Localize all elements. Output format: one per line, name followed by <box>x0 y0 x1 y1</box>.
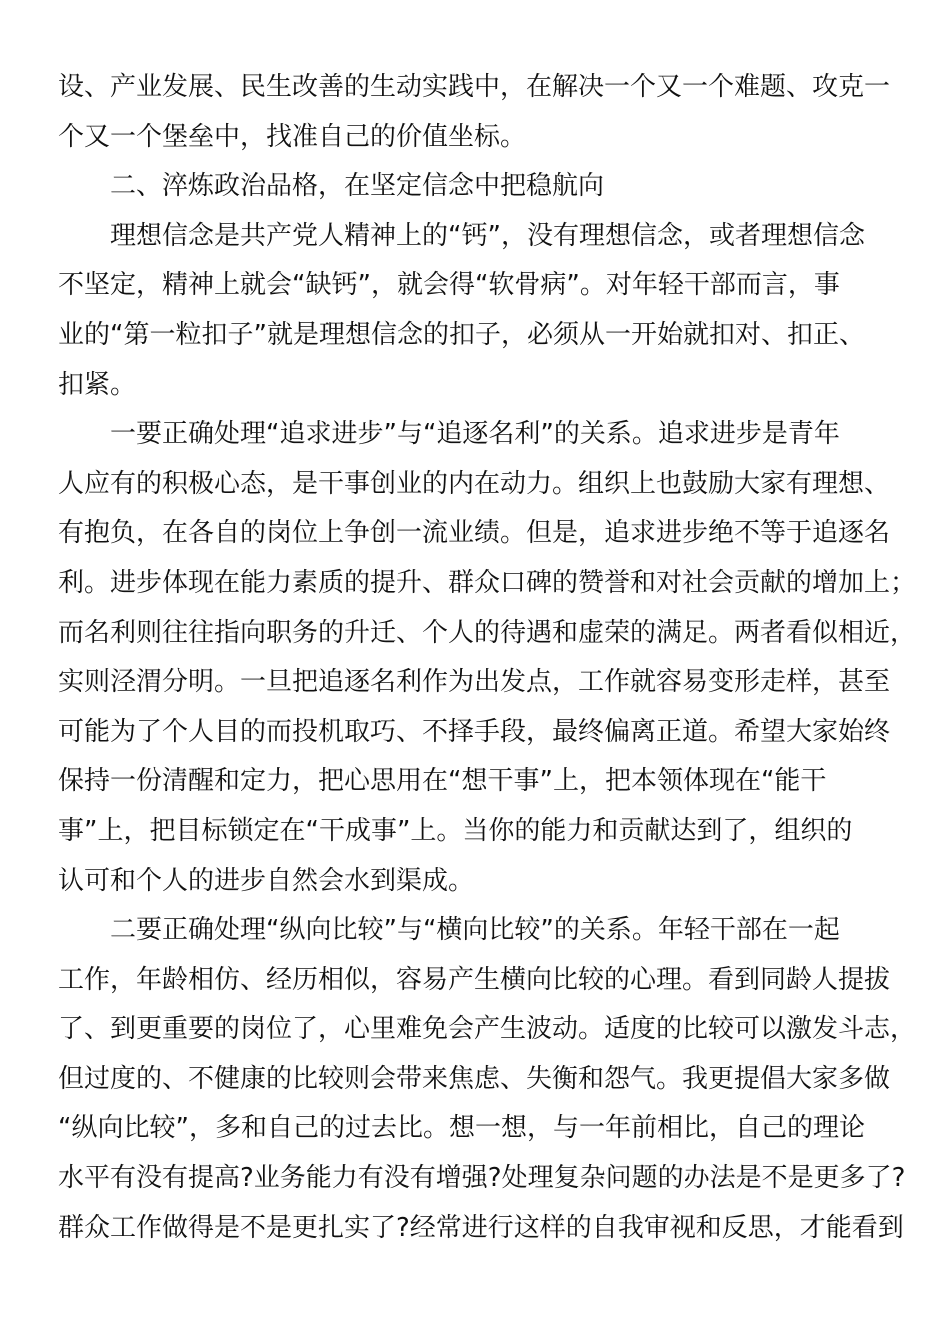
document-body <box>58 63 917 1253</box>
text-line: 理想信念是共产党人精神上的“钙”，没有理想信念，或者理想信念 <box>110 220 865 251</box>
text-line: 扣紧。 <box>58 369 137 400</box>
text-line: 但过度的、不健康的比较则会带来焦虑、失衡和怨气。我更提倡大家多做 <box>58 1063 891 1094</box>
text-line: 群众工作做得是不是更扎实了?经常进行这样的自我审视和反思，才能看到 <box>58 1212 904 1243</box>
text-line: 认可和个人的进步自然会水到渠成。 <box>58 865 475 896</box>
text-line: 了、到更重要的岗位了，心里难免会产生波动。适度的比较可以激发斗志， <box>58 1014 917 1045</box>
text-line: 二要正确处理“纵向比较”与“横向比较”的关系。年轻干部在一起 <box>110 915 840 946</box>
text-line: 实则泾渭分明。一旦把追逐名利作为出发点，工作就容易变形走样，甚至 <box>58 667 891 698</box>
text-line: 可能为了个人目的而投机取巧、不择手段，最终偏离正道。希望大家始终 <box>58 716 891 747</box>
text-line: 有抱负，在各自的岗位上争创一流业绩。但是，追求进步绝不等于追逐名 <box>58 518 891 549</box>
text-line: 设、产业发展、民生改善的生动实践中，在解决一个又一个难题、攻克一 <box>58 72 891 102</box>
text-line: 利。进步体现在能力素质的提升、群众口碑的赞誉和对社会贡献的增加上； <box>58 567 917 598</box>
text-line: 个又一个堡垒中，找准自己的价值坐标。 <box>58 121 527 152</box>
text-line: 保持一份清醒和定力，把心思用在“想干事”上，把本领体现在“能干 <box>58 766 827 797</box>
text-line: 事”上，把目标锁定在“干成事”上。当你的能力和贡献达到了，组织的 <box>58 815 853 846</box>
text-line: 业的“第一粒扣子”就是理想信念的扣子，必须从一开始就扣对、扣正、 <box>58 319 865 350</box>
text-line: 水平有没有提高?业务能力有没有增强?处理复杂问题的办法是不是更多了? <box>58 1163 906 1194</box>
text-line: 不坚定，精神上就会“缺钙”，就会得“软骨病”。对年轻干部而言，事 <box>58 270 840 301</box>
text-line: 人应有的积极心态，是干事创业的内在动力。组织上也鼓励大家有理想、 <box>58 468 891 499</box>
text-line: 一要正确处理“追求进步”与“追逐名利”的关系。追求进步是青年 <box>110 419 840 450</box>
text-line: 工作，年龄相仿、经历相似，容易产生横向比较的心理。看到同龄人提拔 <box>58 964 891 995</box>
section-heading: 二、淬炼政治品格，在坚定信念中把稳航向 <box>110 171 605 202</box>
text-line: 而名利则往往指向职务的升迁、个人的待遇和虚荣的满足。两者看似相近， <box>58 617 917 648</box>
text-line: “纵向比较”，多和自己的过去比。想一想，与一年前相比，自己的理论 <box>58 1113 865 1144</box>
